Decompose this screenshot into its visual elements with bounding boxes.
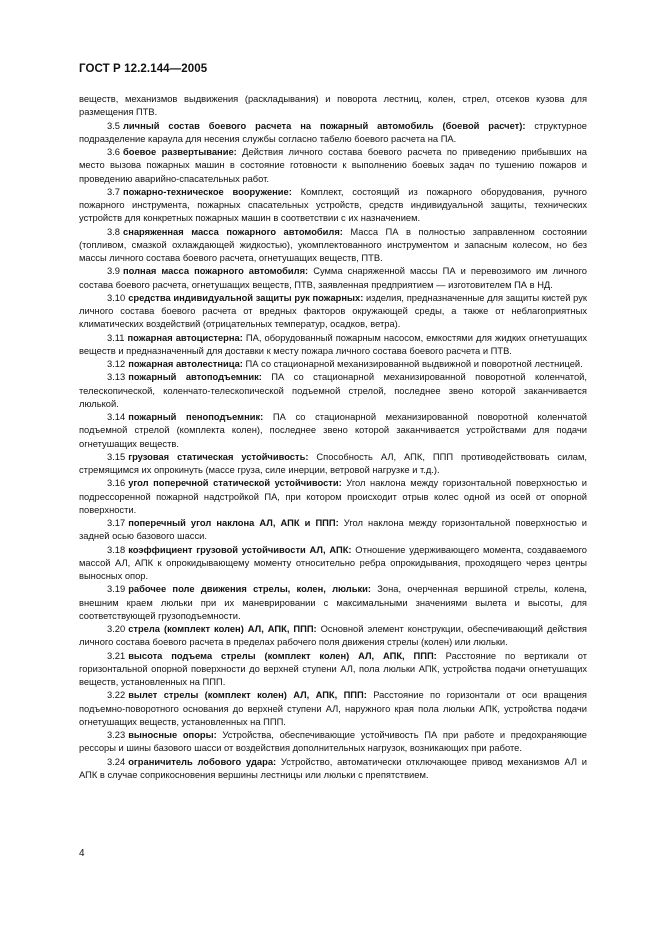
definition-item [79, 689, 587, 729]
definition-number: 3.15 [107, 451, 126, 462]
definition-text: Отношение удерживающего момента, создаваемого массой АЛ, АПК к опрокидывающему моменту относительно ребра опрокидывания, проходящего через центры выносных опор. [79, 544, 587, 581]
definition-number: 3.18 [107, 544, 126, 555]
definition-text: Масса ПА в полностью заправленном состоянии (топливом, смазкой охлаждающей жидкостью), укомплектованного инструментом и запасным колесом, но без массы личного состава боевого расчета, огнетушащих веществ, ПТВ. [79, 226, 588, 263]
definition-text: ПА со стационарной механизированной поворотной коленчатой, телескопической, коленчато-телескопической подъемной стрелой, последнее звено которой заканчивается люлькой. [79, 372, 587, 409]
definition-number: 3.14 [107, 412, 126, 422]
definition-text: изделия, предназначенные для защиты кистей рук личного состава боевого расчета от вредных факторов окружающей среды, а также от неблагоприятных климатических воздействий (отрицательных температур, осадков, ветра). [79, 292, 587, 330]
definition-text: ПА, оборудованный пожарным насосом, емкостями для жидких огнетушащих веществ и предназначенный для доставки к месту пожара личного состава боевого расчета и ПТВ. [79, 332, 587, 356]
definition-text: Угол наклона между горизонтальной поверхностью и задней осью базового шасси. [79, 518, 587, 542]
definition-term: личный состав боевого расчета на пожарный автомобиль (боевой расчет): [123, 120, 526, 131]
definition-item [79, 358, 587, 371]
definition-item [79, 451, 587, 478]
definition-number: 3.20 [107, 624, 126, 634]
document-body [79, 93, 587, 782]
definition-text: Способность АЛ, АПК, ППП противодействовать силам, стремящимся их опрокинуть (массе груза, силе инерции, ветровой нагрузке и т.д.). [79, 451, 587, 475]
definition-number: 3.13 [107, 372, 126, 383]
definition-text: Расстояние по горизонтали от оси вращения подъемно-поворотного основания до верхней ступени АЛ, наружного края пола люльки АПК, устройства подачи огнетушащих веществ, установленных на ППП. [79, 690, 587, 727]
definition-number: 3.9 [107, 266, 120, 277]
definition-number: 3.16 [107, 478, 126, 489]
definition-number: 3.11 [107, 332, 125, 343]
definition-term: вылет стрелы (комплект колен) АЛ, АПК, ППП: [128, 690, 367, 701]
definition-term: рабочее поле движения стрелы, колен, люльки: [128, 584, 371, 595]
definition-text: Устройство, автоматически отключающее привод механизмов АЛ и АПК в случае соприкосновения вершины лестницы или люльки с препятствием. [79, 756, 587, 780]
definition-number: 3.21 [107, 650, 126, 661]
definition-term: средства индивидуальной защиты рук пожарных: [128, 292, 364, 303]
definition-item [79, 544, 587, 584]
definition-item [79, 729, 587, 756]
definition-number: 3.12 [107, 359, 126, 369]
definition-text: Действия личного состава боевого расчета по приведению прибывших на место вызова пожарных машин в состояние готовности к выполнению боевых задач по тушению пожаров и проведению аварийно-спасательных работ. [79, 147, 587, 184]
page-number: 4 [79, 848, 85, 859]
definition-text: ПА со стационарной механизированной поворотной коленчатой подъемной стрелой (комплекта колен), последнее звено которой заканчивается устройствами для подачи огнетушащих веществ. [79, 412, 587, 449]
definition-list [79, 120, 587, 783]
definition-term: поперечный угол наклона АЛ, АПК и ППП: [128, 518, 339, 528]
definition-number: 3.17 [107, 518, 126, 528]
definition-term: стрела (комплект колен) АЛ, АПК, ППП: [128, 624, 317, 634]
definition-item [79, 332, 587, 359]
definition-item [79, 186, 587, 226]
definition-term: боевое развертывание: [123, 147, 237, 157]
definition-term: ограничитель лобового удара: [128, 756, 277, 767]
definition-term: пожарная автолестница: [128, 359, 243, 369]
definition-number: 3.6 [107, 147, 120, 157]
definition-term: коэффициент грузовой устойчивости АЛ, АПК: [128, 544, 352, 555]
definition-number: 3.23 [107, 730, 126, 740]
definition-item [79, 650, 587, 690]
definition-term: выносные опоры: [128, 730, 217, 740]
definition-term: полная масса пожарного автомобиля: [123, 266, 309, 277]
definition-term: пожарная автоцистерна: [127, 332, 243, 343]
definition-term: высота подъема стрелы (комплект колен) АЛ, АПК, ППП: [128, 650, 437, 661]
definition-item [79, 226, 587, 266]
definition-number: 3.22 [107, 690, 126, 701]
definition-number: 3.8 [107, 226, 120, 237]
definition-number: 3.5 [107, 120, 120, 131]
definition-term: пожарный автоподъемник: [128, 372, 262, 383]
definition-item [79, 292, 587, 332]
definition-item [79, 411, 587, 451]
definition-number: 3.24 [107, 756, 126, 767]
intro-paragraph: веществ, механизмов выдвижения (раскладывания) и поворота лестниц, колен, стрел, отсеков кузова для размещения ПТВ. [79, 94, 587, 118]
definition-text: ПА со стационарной механизированной выдвижной и поворотной лестницей. [242, 359, 583, 369]
definition-text: Зона, очерченная вершиной стрелы, колена, внешним краем люльки при их маневрировании с максимальными значениями вылета и высоты, для соответствующей грузоподъемности. [79, 584, 588, 621]
definition-item [79, 146, 587, 186]
definition-number: 3.19 [107, 584, 126, 595]
definition-text: Основной элемент конструкции, обеспечивающий действия личного состава боевого расчета в пределах рабочего поля движения стрелы (колен) или люльки. [79, 624, 587, 648]
definition-term: пожарный пеноподъемник: [128, 412, 264, 422]
definition-text: структурное подразделение караула для несения службы согласно табелю боевого расчета на ПА. [79, 120, 587, 144]
definition-text: Расстояние по вертикали от горизонтальной опорной поверхности до верхней ступени АЛ, пола люльки АПК, устройства подачи огнетушащих веществ, установленных на ППП. [79, 650, 587, 687]
definition-term: грузовая статическая устойчивость: [128, 451, 309, 462]
definition-term: угол поперечной статической устойчивости: [128, 478, 342, 489]
definition-number: 3.7 [107, 186, 120, 197]
definition-item [79, 120, 587, 147]
page-header-standard-number: ГОСТ Р 12.2.144—2005 [79, 63, 208, 75]
definition-item [79, 583, 587, 623]
definition-term: снаряженная масса пожарного автомобиля: [123, 226, 343, 237]
definition-text: Угол наклона между горизонтальной поверхностью и подрессоренной пожарной надстройкой ПА, при котором происходит отрыв колес одной из осей от опорной поверхности. [79, 478, 587, 515]
definition-item [79, 756, 587, 783]
definition-item [79, 477, 587, 517]
definition-item [79, 623, 587, 650]
definition-term: пожарно-техническое вооружение: [123, 186, 292, 197]
definition-item [79, 265, 587, 292]
definition-text: Сумма снаряженной массы ПА и перевозимого им личного состава боевого расчета, огнетушащих веществ, ПТВ, заявленная предприятием — изготовителем ПА в НД. [79, 266, 587, 290]
definition-item [79, 517, 587, 544]
definition-number: 3.10 [107, 292, 126, 303]
definition-text: Комплект, состоящий из пожарного оборудования, ручного пожарного инструмента, пожарных спасательных устройств, средств индивидуальной защиты, технических устройств для конкретных пожарных машин в соответствии с их назначением. [79, 186, 587, 224]
definition-item [79, 371, 587, 411]
definition-text: Устройства, обеспечивающие устойчивость ПА при работе и предохраняющие рессоры и шины базового шасси от воздействия дополнительных нагрузок, возникающих при работе. [79, 730, 587, 754]
